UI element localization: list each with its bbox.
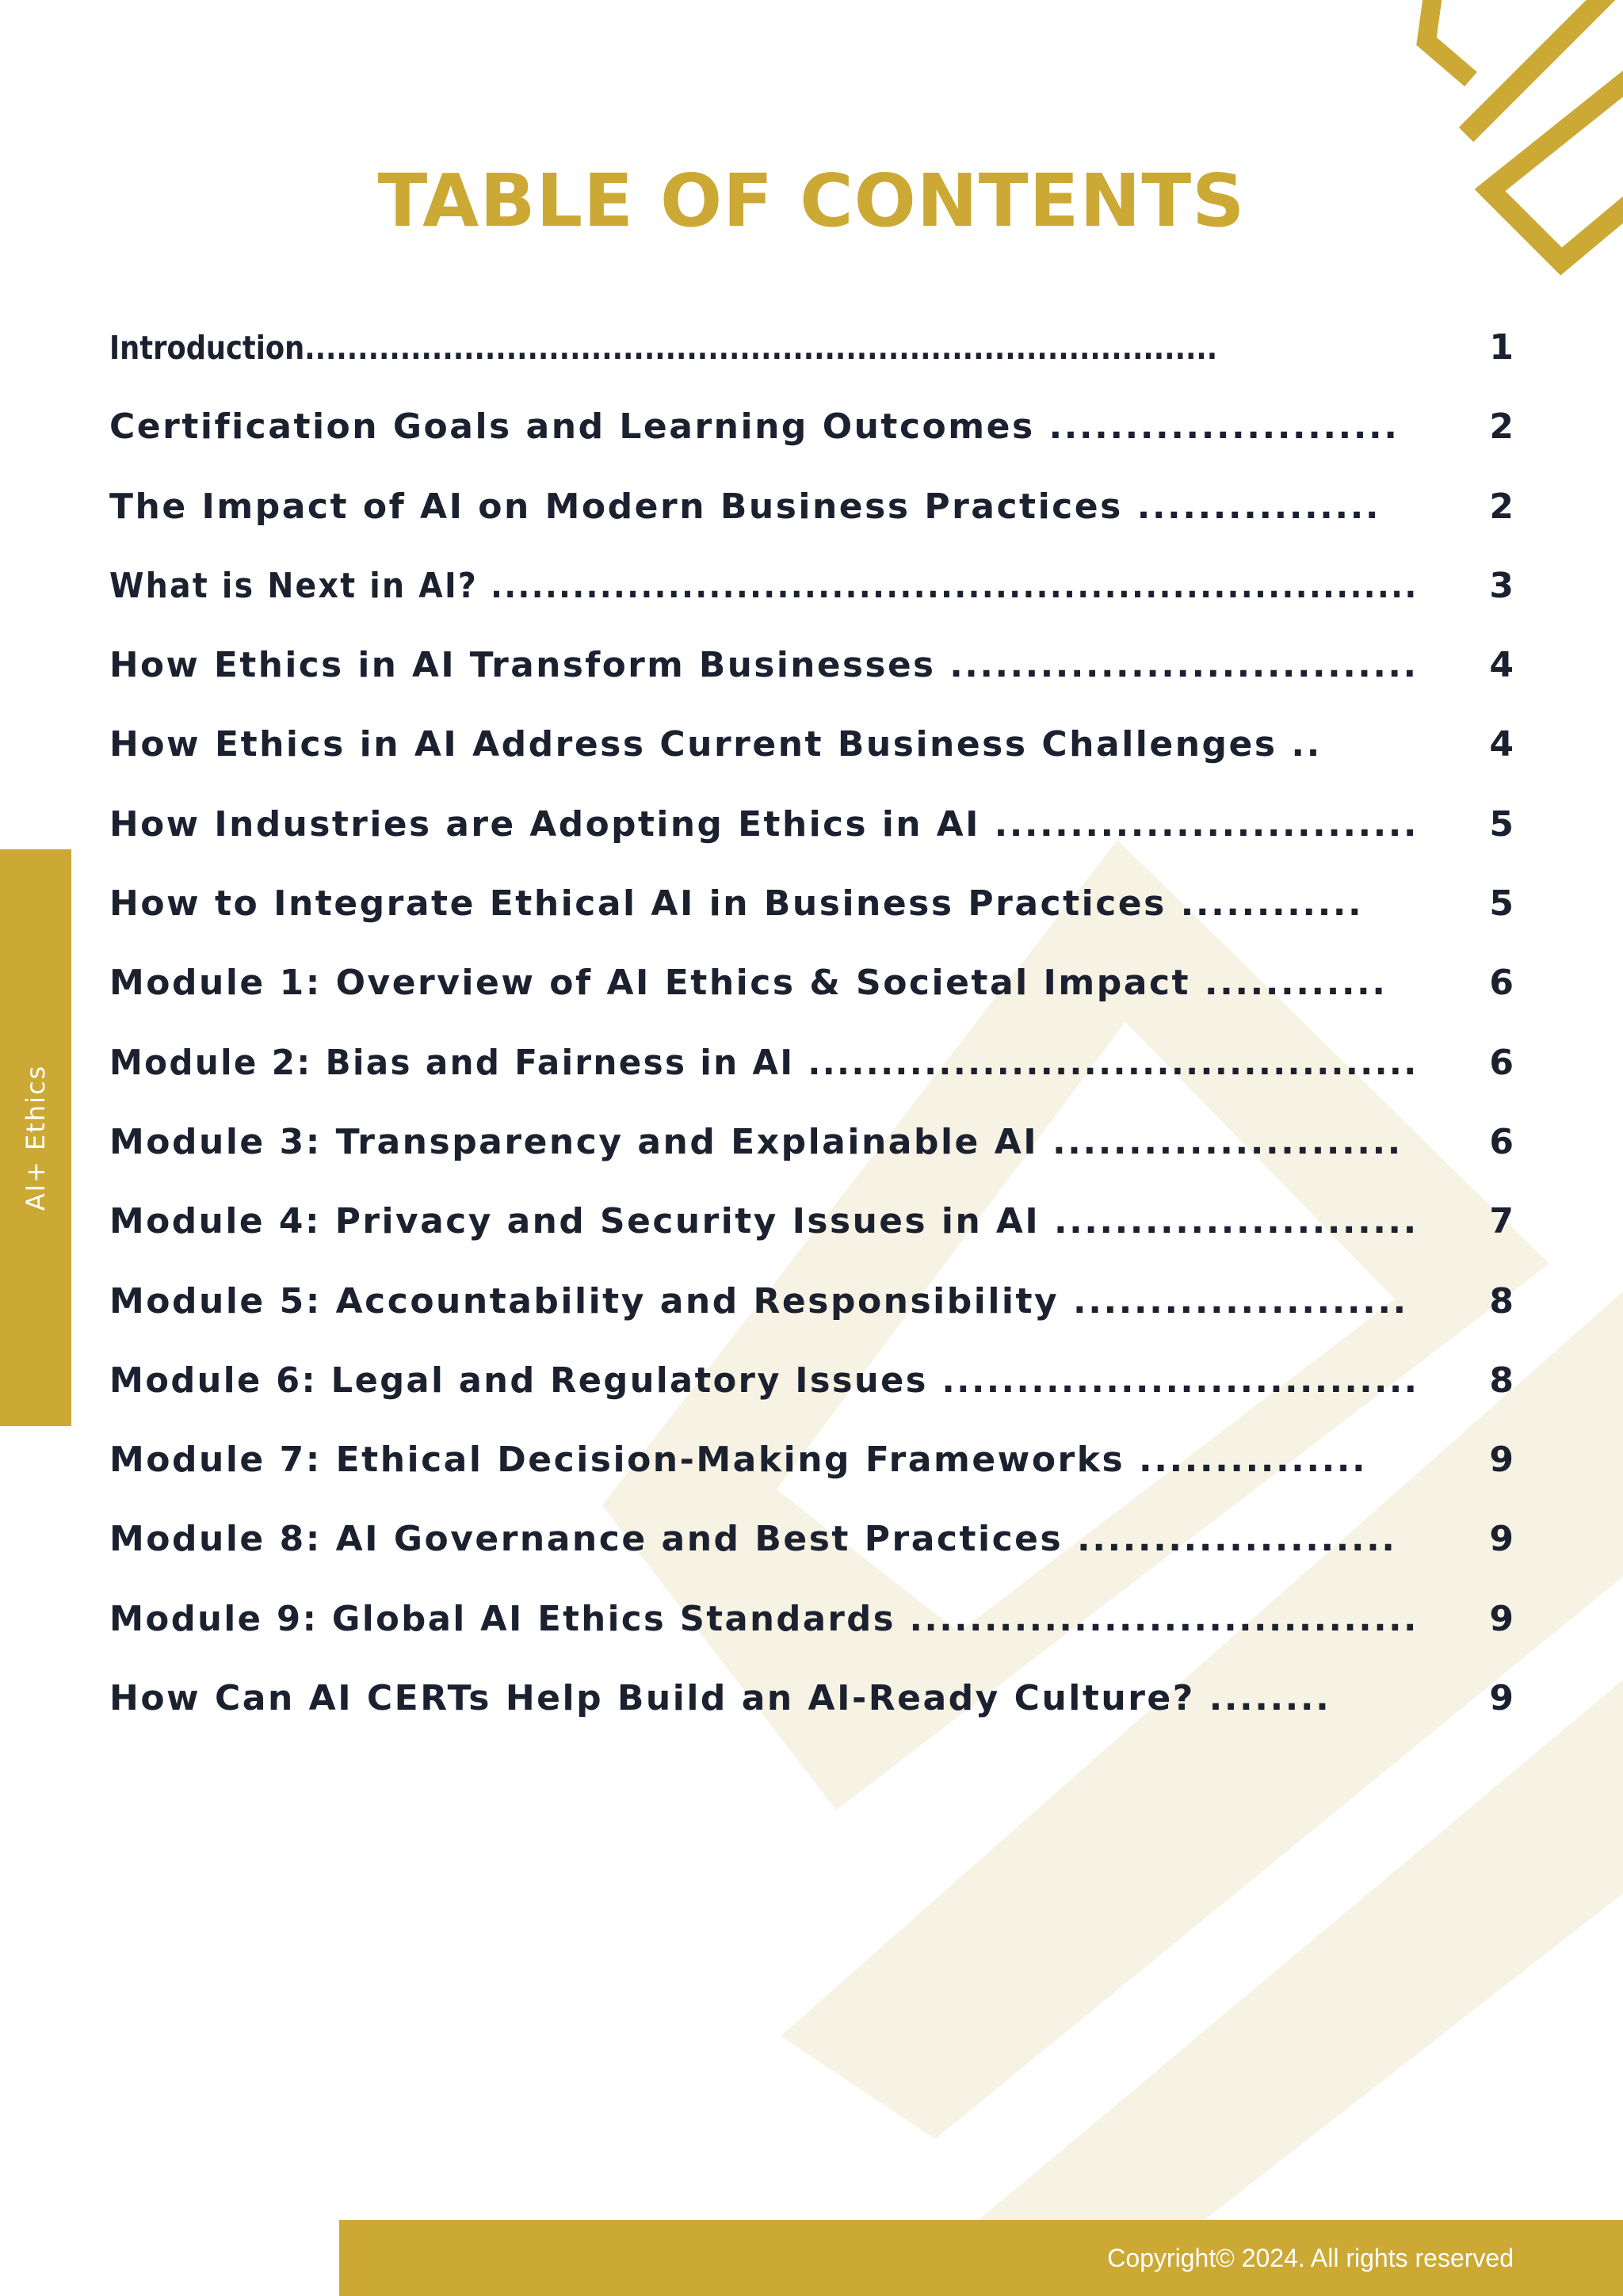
toc-entry-title: Module 8: AI Governance and Best Practices ..................... — [109, 1519, 1397, 1560]
toc-entry-page-number: 5 — [1489, 803, 1514, 845]
toc-entry[interactable] — [109, 1036, 1514, 1116]
toc-entry-title: Module 5: Accountability and Responsibility ...................... — [109, 1280, 1408, 1322]
toc-entry-page-number: 6 — [1489, 963, 1514, 1004]
toc-entry-title: Module 7: Ethical Decision-Making Frameworks ............... — [109, 1440, 1368, 1481]
toc-entry[interactable] — [109, 1116, 1514, 1195]
toc-entry[interactable] — [109, 639, 1514, 718]
toc-entry[interactable] — [109, 1592, 1514, 1672]
toc-entry-page-number: 9 — [1489, 1519, 1514, 1560]
toc-entry[interactable] — [109, 1672, 1514, 1751]
toc-entry-page-number: 9 — [1489, 1440, 1514, 1481]
toc-entry[interactable] — [109, 956, 1514, 1035]
toc-entry-title: What is Next in AI? .................................................................... — [109, 565, 1419, 606]
toc-entry-title: The Impact of AI on Modern Business Practices ................ — [109, 486, 1381, 527]
toc-entry[interactable] — [109, 1275, 1514, 1354]
toc-entry-title: Introduction...................................................................................... — [109, 329, 1218, 367]
table-of-contents-list — [109, 321, 1514, 1751]
toc-entry[interactable] — [109, 1195, 1514, 1274]
toc-entry-page-number: 1 — [1489, 327, 1514, 368]
toc-entry-title: How to Integrate Ethical AI in Business Practices ............ — [109, 883, 1364, 925]
toc-entry[interactable] — [109, 480, 1514, 559]
toc-entry[interactable] — [109, 1354, 1514, 1433]
toc-entry[interactable] — [109, 877, 1514, 956]
toc-entry-page-number: 6 — [1489, 1042, 1514, 1083]
toc-entry-title: Module 1: Overview of AI Ethics & Societal Impact ............ — [109, 963, 1388, 1004]
side-tab — [0, 849, 71, 1426]
toc-entry-title: How Ethics in AI Transform Businesses ............................... — [109, 645, 1419, 686]
toc-entry-page-number: 2 — [1489, 486, 1514, 527]
toc-entry-page-number: 5 — [1489, 883, 1514, 925]
toc-entry[interactable] — [109, 559, 1514, 639]
toc-entry-title: How Ethics in AI Address Current Business Challenges .. — [109, 724, 1322, 765]
toc-entry-title: How Industries are Adopting Ethics in AI ............................ — [109, 803, 1419, 845]
toc-entry[interactable] — [109, 1433, 1514, 1512]
toc-entry-page-number: 4 — [1489, 645, 1514, 686]
toc-entry-title: Module 4: Privacy and Security Issues in AI ........................ — [109, 1201, 1419, 1242]
toc-entry-title: Module 2: Bias and Fairness in AI .......................................... — [109, 1042, 1419, 1083]
toc-entry[interactable] — [109, 718, 1514, 797]
toc-entry[interactable] — [109, 798, 1514, 877]
toc-entry-page-number: 3 — [1489, 565, 1514, 606]
toc-entry-title: Module 9: Global AI Ethics Standards .................................. — [109, 1598, 1419, 1639]
toc-entry[interactable] — [109, 1512, 1514, 1592]
toc-entry-page-number: 9 — [1489, 1678, 1514, 1719]
toc-entry-page-number: 7 — [1489, 1201, 1514, 1242]
toc-entry-page-number: 9 — [1489, 1598, 1514, 1639]
toc-entry-page-number: 2 — [1489, 406, 1514, 448]
footer-bar — [339, 2220, 1623, 2296]
side-tab-label: AI+ Ethics — [21, 1064, 51, 1211]
toc-entry-title: Module 6: Legal and Regulatory Issues ................................ — [109, 1360, 1419, 1401]
toc-entry[interactable] — [109, 321, 1514, 400]
toc-entry-page-number: 8 — [1489, 1360, 1514, 1401]
toc-entry-page-number: 6 — [1489, 1121, 1514, 1162]
toc-entry[interactable] — [109, 400, 1514, 479]
toc-entry-page-number: 8 — [1489, 1280, 1514, 1322]
page-title: TABLE OF CONTENTS — [377, 158, 1246, 243]
toc-entry-title: Module 3: Transparency and Explainable AI ....................... — [109, 1121, 1403, 1162]
footer-copyright: Copyright© 2024. All rights reserved — [1107, 2244, 1514, 2272]
toc-entry-page-number: 4 — [1489, 724, 1514, 765]
toc-entry-title: Certification Goals and Learning Outcomes ....................... — [109, 406, 1400, 448]
corner-chevron-small — [1426, 0, 1471, 79]
toc-entry-title: How Can AI CERTs Help Build an AI-Ready Culture? ........ — [109, 1678, 1331, 1719]
